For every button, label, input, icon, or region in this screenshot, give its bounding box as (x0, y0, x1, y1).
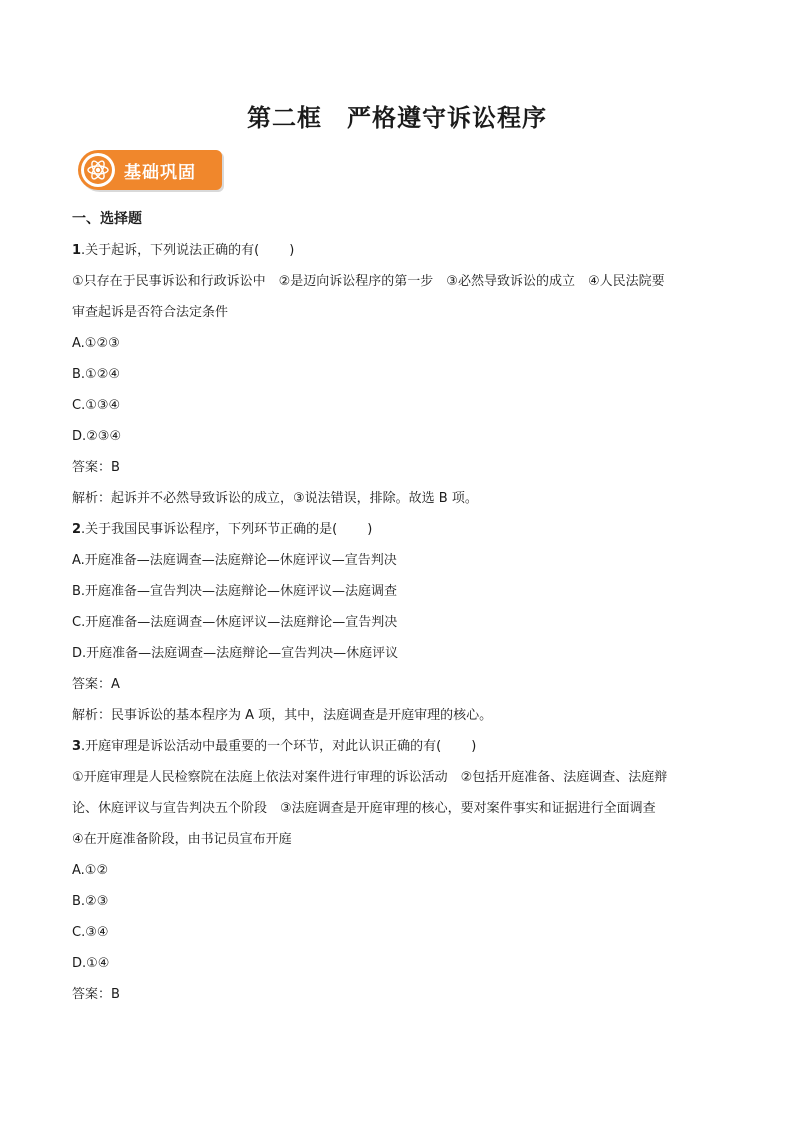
answer: 答案：B (72, 987, 120, 1002)
option-a: A.开庭准备—法庭调查—法庭辩论—休庭评议—宣告判决 (72, 553, 397, 568)
analysis: 解析：民事诉讼的基本程序为 A 项，其中，法庭调查是开庭审理的核心。 (72, 708, 493, 723)
option-b: B.②③ (72, 894, 109, 909)
question-1-stem (72, 235, 722, 266)
stem-close: ) (367, 522, 373, 537)
option-c: C.①③④ (72, 398, 121, 413)
question-3-statements-line: 论、休庭评议与宣告判决五个阶段 ③法庭调查是开庭审理的核心，要对案件事实和证据进行全面调查 (72, 801, 656, 816)
stem-text: .开庭审理是诉讼活动中最重要的一个环节，对此认识正确的有( (81, 739, 442, 754)
section-banner (78, 150, 222, 190)
question-list (72, 204, 722, 1010)
section-title: 一、选择题 (72, 211, 142, 227)
question-number: 1 (72, 243, 82, 258)
question-3-stem (72, 731, 722, 762)
option-a: A.①② (72, 863, 109, 878)
atom-icon (81, 153, 115, 187)
option-c: C.开庭准备—法庭调查—休庭评议—法庭辩论—宣告判决 (72, 615, 398, 630)
question-3-statements-line: ④在开庭准备阶段，由书记员宣布开庭 (72, 832, 292, 847)
option-d: D.①④ (72, 956, 110, 971)
option-a: A.①②③ (72, 336, 120, 351)
stem-close: ) (471, 739, 477, 754)
question-2-stem (72, 514, 722, 545)
page-title: 第二框 严格遵守诉讼程序 (247, 103, 547, 132)
analysis: 解析：起诉并不必然导致诉讼的成立，③说法错误，排除。故选 B 项。 (72, 491, 478, 506)
stem-text: .关于起诉，下列说法正确的有( (81, 243, 260, 258)
question-3-statements-line: ①开庭审理是人民检察院在法庭上依法对案件进行审理的诉讼活动 ②包括开庭准备、法庭调查、法庭辩 (72, 770, 668, 785)
stem-close: ) (289, 243, 295, 258)
option-b: B.开庭准备—宣告判决—法庭辩论—休庭评议—法庭调查 (72, 584, 398, 599)
question-number: 2 (72, 522, 82, 537)
answer: 答案：B (72, 460, 120, 475)
answer: 答案：A (72, 677, 120, 692)
option-d: D.②③④ (72, 429, 122, 444)
banner-label: 基础巩固 (124, 163, 196, 183)
option-b: B.①②④ (72, 367, 121, 382)
option-c: C.③④ (72, 925, 109, 940)
option-d: D.开庭准备—法庭调查—法庭辩论—宣告判决—休庭评议 (72, 646, 399, 661)
stem-text: .关于我国民事诉讼程序，下列环节正确的是( (81, 522, 338, 537)
question-number: 3 (72, 739, 82, 754)
question-1-statements-line: ①只存在于民事诉讼和行政诉讼中 ②是迈向诉讼程序的第一步 ③必然导致诉讼的成立 ④人民法院要 (72, 274, 665, 289)
question-1-statements-line: 审查起诉是否符合法定条件 (72, 305, 229, 320)
